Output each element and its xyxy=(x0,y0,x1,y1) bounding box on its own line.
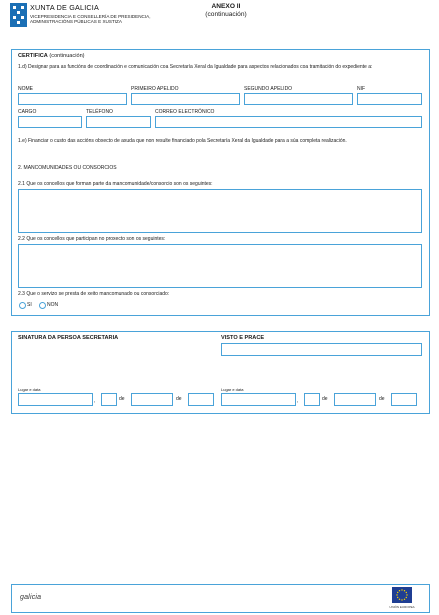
radio-si[interactable] xyxy=(19,302,26,309)
label-nome: NOME xyxy=(18,86,33,92)
nome-field[interactable] xyxy=(18,93,127,105)
question-2-1: 2.1 Que os concellos que forman parte da mancomunidade/consorcio son os seguintes: xyxy=(18,181,213,187)
radio-non[interactable] xyxy=(39,302,46,309)
month-left-field[interactable] xyxy=(131,393,173,406)
label-nif: NIF xyxy=(357,86,366,92)
footer-box xyxy=(11,584,430,613)
nif-field[interactable] xyxy=(357,93,422,105)
comma-right: , xyxy=(297,398,299,404)
label-correo: CORREO ELECTRÓNICO xyxy=(155,109,215,115)
label-primeiro-apelido: PRIMEIRO APELIDO xyxy=(131,86,179,92)
month-right-field[interactable] xyxy=(334,393,376,406)
concellos-mancomunidade-textarea[interactable] xyxy=(18,189,422,233)
label-segundo-apelido: SEGUNDO APELIDO xyxy=(244,86,293,92)
lugar-left-field[interactable] xyxy=(18,393,96,406)
year-left-field[interactable] xyxy=(188,393,214,406)
primeiro-apelido-field[interactable] xyxy=(131,93,240,105)
cargo-field[interactable] xyxy=(18,116,82,128)
day-left-field[interactable] xyxy=(101,393,117,406)
radio-non-label: NON xyxy=(47,302,59,308)
comma-left: , xyxy=(94,398,96,404)
day-right-field[interactable] xyxy=(304,393,320,406)
lugar-data-left-label: Lugar e data xyxy=(18,387,41,392)
correo-field[interactable] xyxy=(155,116,422,128)
lugar-data-right-label: Lugar e data xyxy=(221,387,244,392)
item-1e-text: 1.e) Financiar o custo das accións obxecto de axuda que non resulte financiado pola Secretaría Xeral da Igualdade para a súa completa realización. xyxy=(18,138,347,144)
de-right-2: de xyxy=(379,396,385,402)
signature-left-title: SINATURA DA PERSOA SECRETARIA xyxy=(18,335,119,341)
question-2-2: 2.2 Que os concellos que participan no proxecto son os seguintes: xyxy=(18,236,166,242)
de-left-2: de xyxy=(176,396,182,402)
galicia-logo: galicia xyxy=(20,594,42,601)
de-left-1: de xyxy=(119,396,125,402)
certifica-title: CERTIFICA (continuación) xyxy=(18,53,85,59)
visto-prace-field[interactable] xyxy=(221,343,422,356)
year-right-field[interactable] xyxy=(391,393,417,406)
de-right-1: de xyxy=(322,396,328,402)
item-1d-text: 1.d) Designar para as funcións de coordinación e comunicación coa Secretaría Xeral da Igualdade para aspectos relacionados coa tramitación do expediente a: xyxy=(18,64,373,70)
telefono-field[interactable] xyxy=(86,116,151,128)
anexo-title: ANEXO II xyxy=(211,3,241,10)
label-cargo: CARGO xyxy=(18,109,37,115)
ministry-name: VICEPRESIDENCIA E CONSELLERÍA DE PRESIDENCIA, ADMINISTRACIÓNS PÚBLICAS E XUSTIZA xyxy=(30,14,151,25)
lugar-right-field[interactable] xyxy=(221,393,299,406)
concellos-proxecto-textarea[interactable] xyxy=(18,244,422,288)
anexo-subtitle: (continuación) xyxy=(205,11,247,18)
radio-si-label: SI xyxy=(27,302,32,308)
segundo-apelido-field[interactable] xyxy=(244,93,353,105)
eu-flag-icon xyxy=(392,587,412,603)
signature-right-title: VISTO E PRACE xyxy=(221,335,265,341)
xunta-logo-icon xyxy=(10,3,27,27)
question-2-3: 2.3 Que o servizo se presta de xeito mancomunado ou consorciado: xyxy=(18,291,170,297)
brand-name: XUNTA DE GALICIA xyxy=(30,3,99,12)
section-2-title: 2. MANCOMUNIDADES OU CONSORCIOS xyxy=(18,165,117,171)
eu-label: UNIÓN EUROPEA xyxy=(389,605,415,609)
label-telefono: TELÉFONO xyxy=(86,109,113,115)
